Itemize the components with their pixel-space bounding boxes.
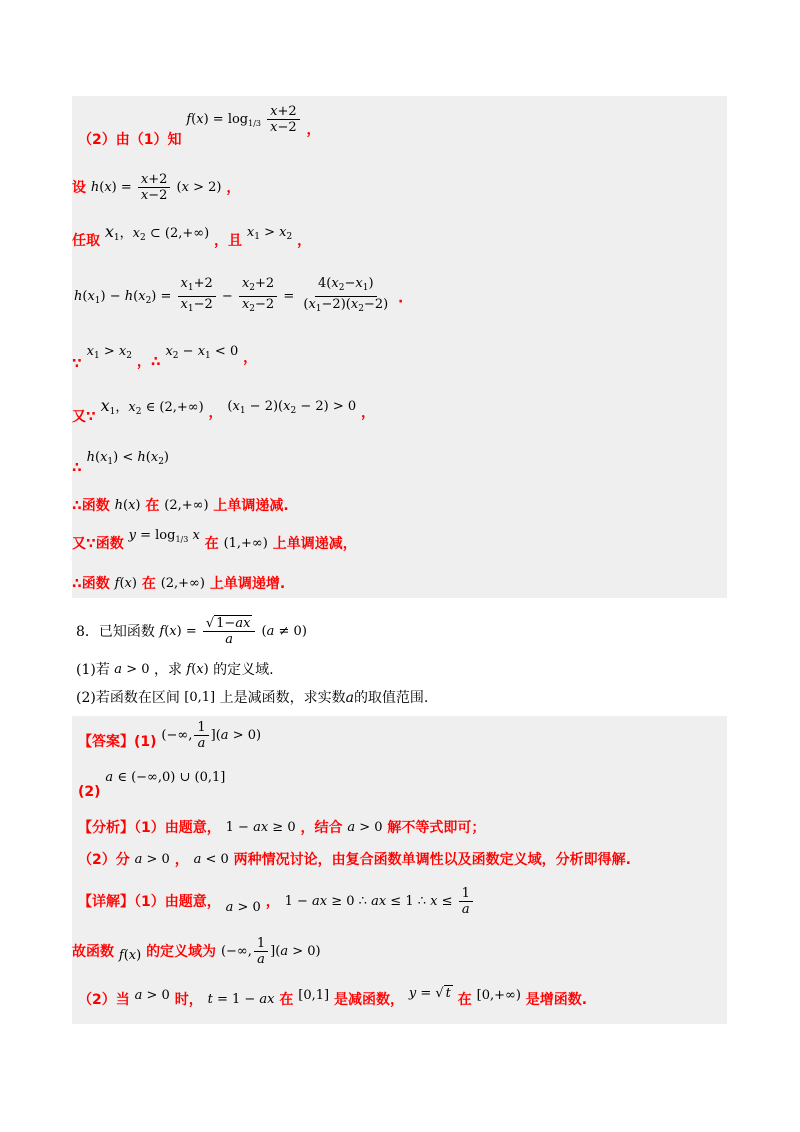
line-9 <box>72 528 357 562</box>
detail-line-1 <box>78 882 475 922</box>
line-6 <box>72 396 376 425</box>
text-l3-suffix: ， <box>297 233 312 249</box>
math-detail-f: f(x) <box>118 948 142 963</box>
detail-sep: ， <box>265 894 280 910</box>
q2-suffix: 的取值范围. <box>353 690 429 706</box>
detail-label: 【详解】（1）由题意， <box>78 894 221 910</box>
because-symbol: ∵ <box>72 356 82 372</box>
analysis-2-suffix: 两种情况讨论，由复合函数单调性以及函数定义域，分析即得解. <box>233 852 631 868</box>
problem-8-statement <box>76 612 307 652</box>
text-l6-prefix: 又∵ <box>72 409 96 425</box>
analysis-suffix: 解不等式即可； <box>387 820 486 836</box>
text-l5-mid: ，∴ <box>136 354 161 370</box>
problem-number: 8．已知函数 <box>76 624 155 640</box>
text-l9-suffix: 上单调递减， <box>272 536 357 552</box>
text-l9-prefix: 又∵函数 <box>72 536 124 552</box>
math-x1-x2-subset: $x_1$，$x_2$ ⊂ (2,+∞) <box>104 222 210 243</box>
q1-prefix: (1)若 <box>76 662 110 678</box>
answer-line-2 <box>78 768 225 804</box>
solution-block-2 <box>72 716 727 1024</box>
text-l1-suffix: ， <box>306 122 321 138</box>
math-detail-3-int1: [0,1] <box>298 988 330 1003</box>
analysis-line-2 <box>78 850 631 870</box>
detail-3-mid2: 在 <box>279 992 294 1008</box>
math-interval-2-inf: (2,+∞) <box>164 498 209 513</box>
math-h-def: h(x) = $\frac{x+2}{x-2}$ (x > 2) <box>90 172 222 203</box>
math-analysis-2-a-pos: a > 0 <box>134 852 170 867</box>
math-analysis-2-a-neg: a < 0 <box>193 852 229 867</box>
line-1 <box>78 104 321 150</box>
text-l5-suffix: ， <box>243 350 258 366</box>
line-2 <box>72 170 240 206</box>
detail-line-3 <box>78 986 588 1014</box>
math-q1-f: f(x) <box>186 662 209 677</box>
math-product-positive: $(x_1 - 2)(x_2 - 2) > 0$ <box>227 399 357 416</box>
answer-line-1 <box>78 722 261 762</box>
math-analysis-ineq: 1 − ax ≥ 0 <box>225 820 296 835</box>
math-detail-3-sqrt: y = √ t <box>408 986 451 1001</box>
math-analysis-a-positive: a > 0 <box>347 820 383 835</box>
problem-8-q2 <box>76 688 428 708</box>
math-y-log: $y = \log_{1/3} x$ <box>128 528 200 544</box>
math-h-x: h(x) <box>114 498 141 513</box>
math-x2-minus-x1: $x_2 - x_1 < 0$ <box>165 344 239 361</box>
math-interval-2-inf-b: (2,+∞) <box>160 576 205 591</box>
solution-block-1 <box>72 96 727 598</box>
math-x1-gt-x2-b: $x_1 > x_2$ <box>86 344 132 361</box>
text-l9-mid: 在 <box>204 536 219 552</box>
math-f-log: $f(x) = \log_{1/3}$ $\frac{x+2}{x-2}$ <box>186 100 301 144</box>
line-8 <box>72 496 289 520</box>
text-l1-prefix: （2）由（1）知 <box>78 132 182 148</box>
detail-3-suffix: 是增函数. <box>525 992 588 1008</box>
detail-2-mid: 的定义域为 <box>146 944 217 960</box>
text-l2-suffix: ， <box>226 180 241 196</box>
q2-prefix: (2)若函数在区间 <box>76 690 180 706</box>
analysis-mid: ，结合 <box>300 820 343 836</box>
math-answer-2: a ∈ (−∞,0) ∪ (0,1] <box>105 770 226 785</box>
detail-3-mid4: 在 <box>457 992 472 1008</box>
answer-2-label: (2) <box>78 784 101 800</box>
text-l10-mid: 在 <box>141 576 156 592</box>
analysis-2-prefix: （2）分 <box>78 852 130 868</box>
math-detail-solve: 1 − ax ≥ 0 ∴ ax ≤ 1 ∴ x ≤ $\frac{1}{a}$ <box>285 882 475 922</box>
text-l8-suffix: 上单调递减. <box>213 498 289 514</box>
detail-line-2 <box>72 934 321 970</box>
math-problem-function: f(x) = $\frac{√ 1-ax}{a}$ (a ≠ 0) <box>159 616 307 647</box>
q1-suffix: 的定义域. <box>213 662 274 678</box>
problem-8-q1 <box>76 660 274 680</box>
text-l10-suffix: 上单调递增. <box>209 576 286 592</box>
math-detail-3-a: a > 0 <box>134 988 170 1003</box>
q2-mid: 上是减函数，求实数 <box>219 690 346 706</box>
math-detail-a-positive: a > 0 <box>225 900 261 915</box>
math-h-inequality: $h(x_1) < h(x_2)$ <box>86 450 169 467</box>
math-x1-gt-x2: $x_1 > x_2$ <box>246 225 293 242</box>
detail-3-mid3: 是减函数， <box>333 992 404 1008</box>
analysis-2-sep: ， <box>174 852 189 868</box>
math-detail-domain: (−∞, $\frac{1}{a}$ ](a > 0) <box>220 936 321 967</box>
line-5 <box>72 346 257 370</box>
text-l10-prefix: ∴函数 <box>72 576 110 592</box>
text-l4-suffix: . <box>398 290 404 307</box>
q2-variable: a <box>345 690 354 706</box>
text-l8-mid: 在 <box>145 498 160 514</box>
therefore-symbol: ∴ <box>72 460 82 476</box>
math-f-x: f(x) <box>114 576 137 591</box>
math-answer-1: (−∞, $\frac{1}{a}$ ](a > 0) <box>161 720 262 751</box>
line-3 <box>72 222 312 252</box>
line-4 <box>74 276 403 316</box>
text-l6-suffix: ， <box>361 405 376 421</box>
math-q1-a-positive: a > 0 <box>114 662 150 677</box>
math-interval-1-inf: (1,+∞) <box>223 536 268 551</box>
line-7 <box>72 448 169 476</box>
text-l3-mid: ，且 <box>214 233 243 249</box>
math-h-difference: $h(x_1) - h(x_2)$ = $\frac{x_1+2}{x_1-2}$ − $\frac{x_2+2}{x_2-2}$ = $\frac{4(x_2-x_1)}{(x_1-2)(x_2-2)}$ <box>74 276 389 314</box>
text-l8-prefix: ∴函数 <box>72 498 110 514</box>
analysis-line-1 <box>78 818 485 838</box>
detail-3-mid1: 时， <box>174 992 203 1008</box>
detail-3-prefix: （2）当 <box>78 992 130 1008</box>
answer-label: 【答案】(1) <box>78 734 157 750</box>
text-l3-prefix: 任取 <box>72 233 100 249</box>
analysis-label: 【分析】（1）由题意， <box>78 820 221 836</box>
math-detail-3-int2: [0,+∞) <box>476 988 521 1003</box>
text-l6-sep: ， <box>208 405 223 421</box>
detail-2-prefix: 故函数 <box>72 944 114 960</box>
text-l2-prefix: 设 <box>72 180 86 196</box>
line-10 <box>72 574 285 598</box>
math-q2-interval: [0,1] <box>184 690 216 705</box>
math-x1-x2-in: $x_1$，$x_2$ ∈ (2,+∞) <box>100 396 204 417</box>
math-detail-3-t: t = 1 − ax <box>207 992 275 1007</box>
q1-mid: ，求 <box>153 662 182 678</box>
